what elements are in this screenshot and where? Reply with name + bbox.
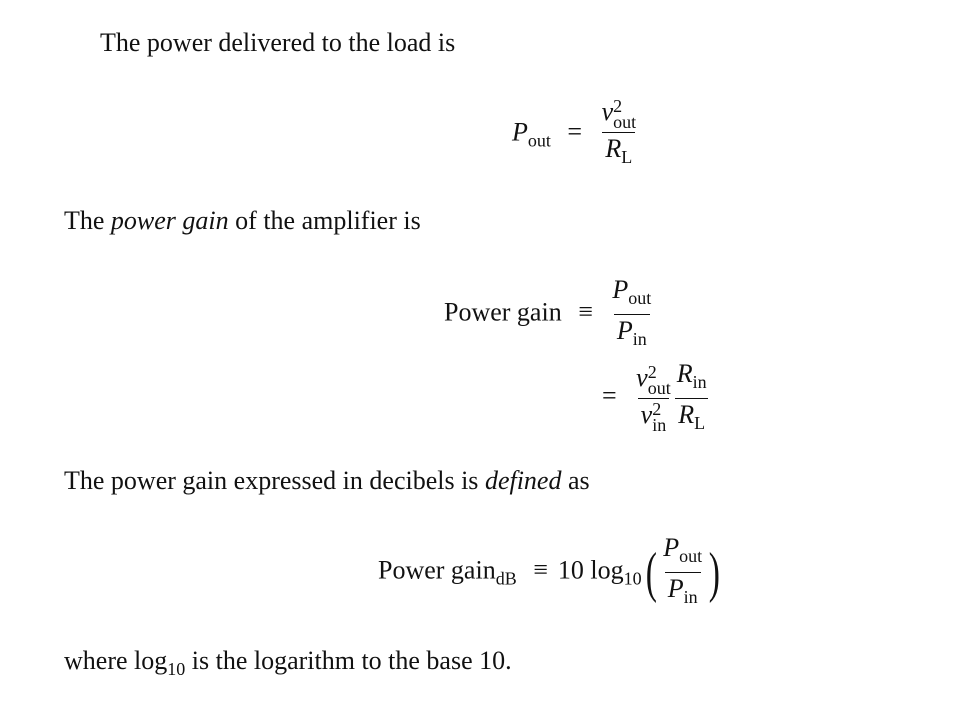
subscript-in: in (683, 587, 698, 607)
paragraph-3-emphasis: defined (484, 466, 562, 495)
denominator-rl (675, 398, 708, 437)
fraction-pout-pin (609, 276, 654, 353)
paragraph-4-post: is the logarithm to the base 10. (185, 646, 512, 675)
numerator-pout (609, 276, 654, 314)
paragraph-3-post: as (561, 466, 590, 495)
equation-pout (512, 98, 639, 171)
p-symbol: P (663, 533, 680, 562)
equation-power-gain-db (378, 534, 724, 611)
numerator-rin (674, 360, 710, 398)
paragraph-4 (64, 646, 512, 684)
log-symbol: log (590, 555, 624, 585)
subscript-in: in (692, 372, 707, 392)
v-symbol: v (636, 362, 648, 392)
subscript-l: L (694, 413, 706, 433)
supsub (652, 399, 667, 436)
equiv-sign: ≡ (578, 297, 593, 327)
superscript-2: 2 (652, 399, 662, 420)
equals-sign: = (567, 117, 583, 147)
p-symbol: P (612, 275, 629, 304)
subscript-out: out (613, 112, 637, 133)
right-paren: ) (708, 541, 721, 604)
left-paren: ( (645, 541, 657, 604)
denominator-pin (665, 572, 701, 611)
fraction-r-ratio (674, 360, 710, 437)
equation-power-gain (444, 276, 654, 353)
subscript-in: in (652, 415, 667, 436)
log-base: 10 (623, 568, 642, 589)
equation-power-gain-expanded (592, 360, 710, 437)
p-symbol: P (616, 316, 633, 345)
pout-symbol: P (512, 117, 528, 147)
supsub (613, 96, 637, 133)
r-symbol: R (676, 359, 693, 388)
paragraph-2-pre: The (64, 206, 111, 235)
power-gain-label: Power gain (378, 555, 496, 585)
paragraph-3 (64, 466, 590, 496)
fraction-vout-rl (599, 98, 640, 171)
denominator-vin-sq (638, 398, 670, 436)
r-symbol: R (605, 134, 622, 164)
denominator-pin (614, 314, 650, 353)
paragraph-2 (64, 206, 421, 236)
paragraph-4-pre: where log (64, 646, 168, 675)
paragraph-1-text: The power delivered to the load is (100, 28, 456, 57)
paragraph-2-emphasis: power gain (110, 206, 229, 235)
supsub (648, 364, 671, 396)
fraction-v-ratio (633, 362, 674, 436)
subscript-db: dB (495, 568, 517, 589)
superscript-2: 2 (647, 362, 657, 382)
power-gain-label: Power gain (444, 297, 562, 327)
v-symbol: v (601, 97, 614, 126)
paragraph-2-post: of the amplifier is (228, 206, 421, 235)
subscript-in: in (632, 329, 647, 349)
paragraph-4-sub: 10 (167, 659, 186, 679)
pout-subscript: out (527, 130, 551, 151)
v-symbol: v (640, 400, 653, 429)
paragraph-1 (100, 28, 455, 58)
equiv-sign: ≡ (533, 555, 548, 585)
superscript-2: 2 (613, 96, 623, 117)
paragraph-3-pre: The power gain expressed in decibels is (64, 466, 485, 495)
numerator-vout-sq (633, 364, 674, 398)
numerator-vout-sq (599, 98, 640, 132)
fraction-pout-pin (660, 534, 705, 611)
coefficient-10: 10 (557, 555, 584, 585)
subscript-out: out (679, 546, 703, 566)
denominator-rl (602, 132, 635, 171)
subscript-out: out (647, 378, 671, 398)
subscript-out: out (628, 288, 652, 308)
numerator-pout (660, 534, 705, 572)
p-symbol: P (667, 574, 684, 603)
r-symbol: R (678, 400, 695, 429)
equals-sign: = (602, 381, 617, 411)
subscript-l: L (621, 147, 633, 168)
